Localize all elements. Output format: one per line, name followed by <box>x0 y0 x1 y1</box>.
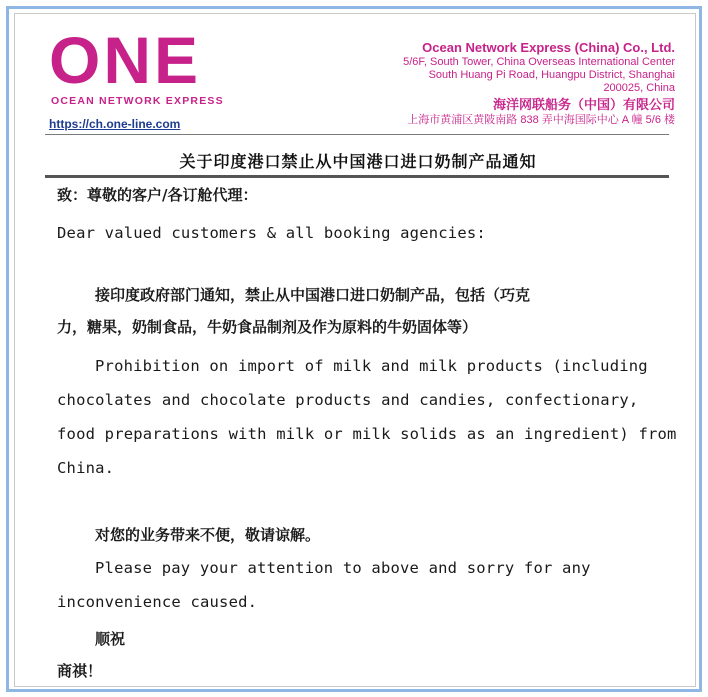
closing-wishes: 商祺！ <box>57 662 103 680</box>
title-divider <box>45 175 669 178</box>
one-logo: ONE <box>49 23 202 97</box>
apology-en-line-1: Please pay your attention to above and sorry for any <box>95 559 591 577</box>
salutation-cn: 致：尊敬的客户/各订舱代理： <box>57 186 258 204</box>
address-line-1: 5/6F, South Tower, China Overseas International Center <box>403 56 675 68</box>
address-line-3: 200025, China <box>603 82 675 94</box>
body-en-line-3: food preparations with milk or milk solids as an ingredient) from <box>57 425 677 443</box>
header-divider <box>45 134 669 135</box>
notice-title: 关于印度港口禁止从中国港口进口奶制产品通知 <box>179 152 537 171</box>
body-en-line-1: Prohibition on import of milk and milk products (including <box>95 357 648 375</box>
apology-cn: 对您的业务带来不便，敬请谅解。 <box>95 526 321 544</box>
document-frame <box>6 6 702 692</box>
company-name: Ocean Network Express (China) Co., Ltd. <box>422 40 675 55</box>
body-en-line-2: chocolates and chocolate products and candies, confectionary, <box>57 391 639 409</box>
salutation-en: Dear valued customers & all booking agencies: <box>57 224 486 242</box>
website-link[interactable]: https://ch.one-line.com <box>49 117 181 131</box>
company-name-cn: 海洋网联船务（中国）有限公司 <box>492 97 675 112</box>
apology-en-line-2: inconvenience caused. <box>57 593 258 611</box>
logo-tagline: OCEAN NETWORK EXPRESS <box>51 95 224 107</box>
body-en-line-4: China. <box>57 459 115 477</box>
closing-regards: 顺祝 <box>95 630 126 648</box>
body-cn-line-1: 接印度政府部门通知，禁止从中国港口进口奶制产品，包括（巧克 <box>95 286 531 304</box>
address-line-2: South Huang Pi Road, Huangpu District, Shanghai <box>428 69 675 81</box>
address-cn: 上海市黄浦区黄陂南路 838 弄中海国际中心 A 幢 5/6 楼 <box>407 114 675 126</box>
company-block <box>403 40 675 127</box>
body-cn-line-2: 力，糖果，奶制食品，牛奶食品制剂及作为原料的牛奶固体等） <box>57 318 478 336</box>
document-page <box>14 13 696 687</box>
